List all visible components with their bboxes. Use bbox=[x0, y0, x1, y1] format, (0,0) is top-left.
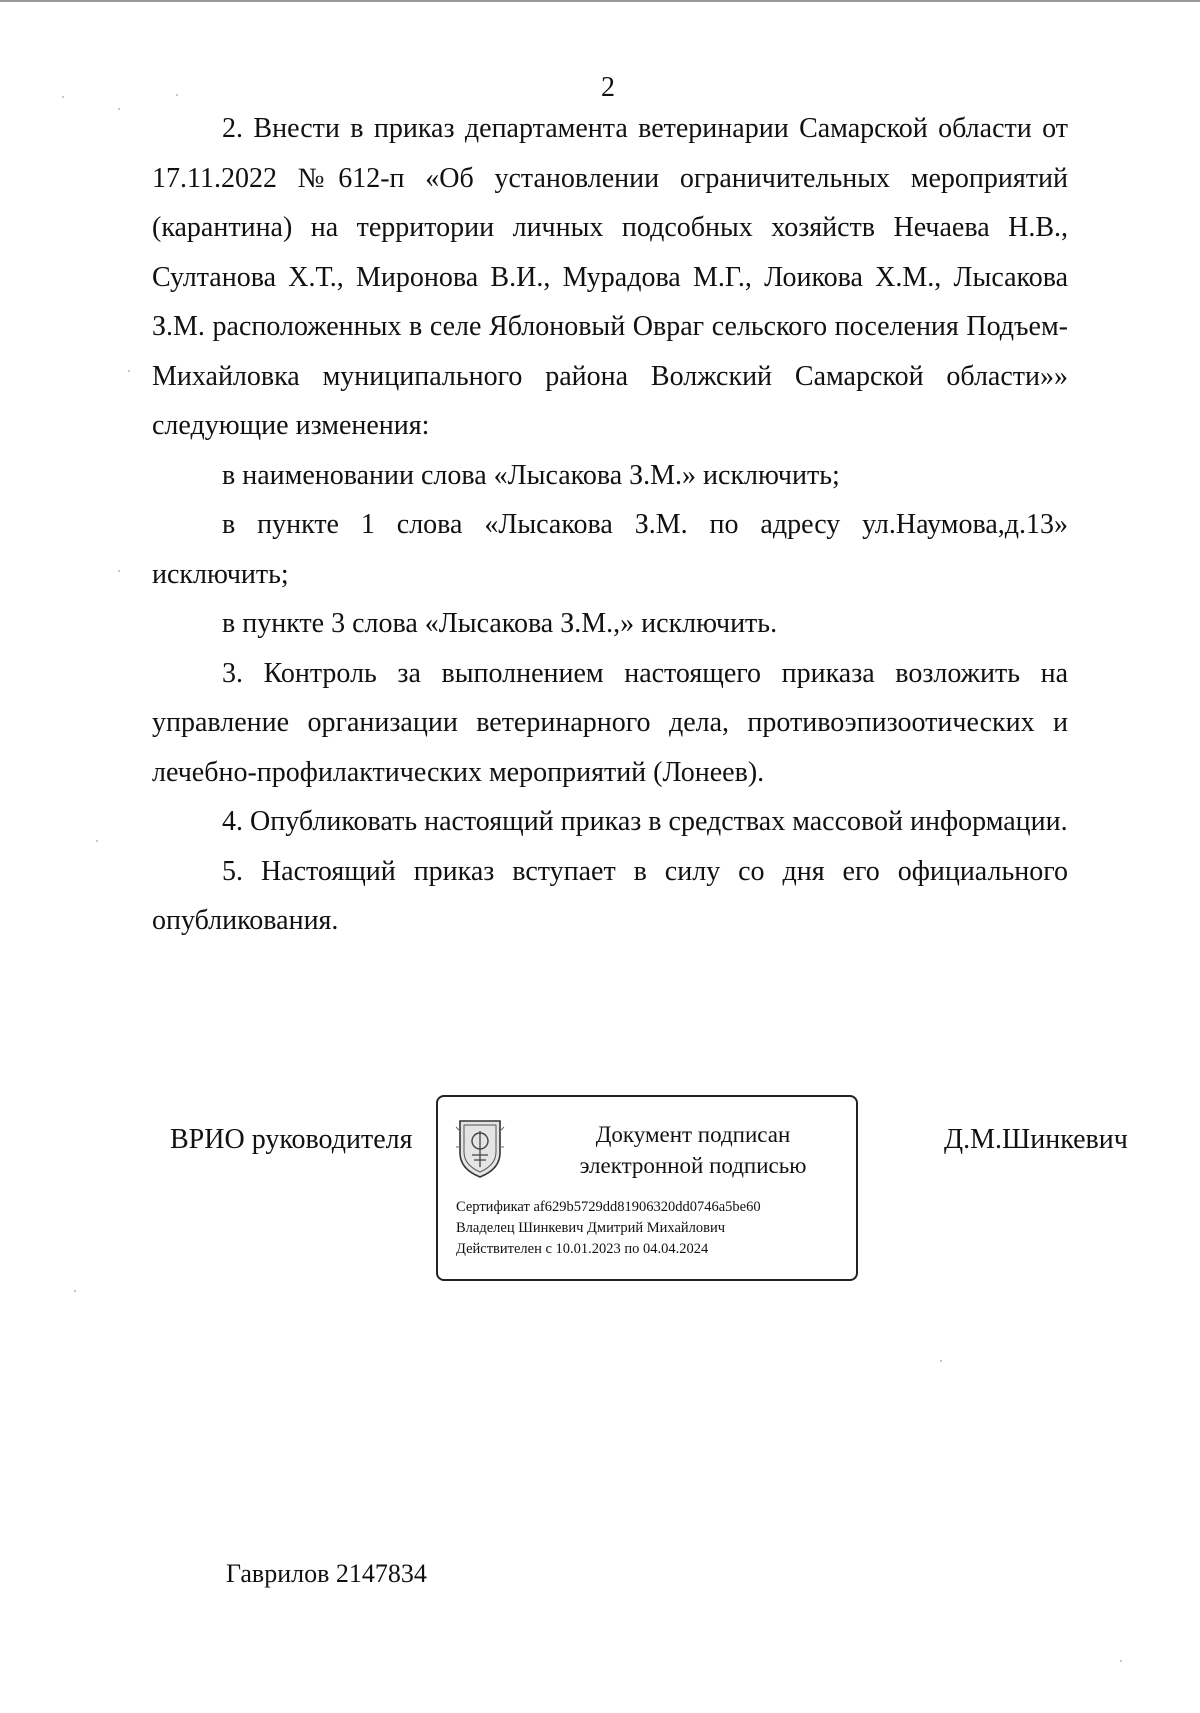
scan-speck bbox=[118, 570, 120, 572]
scan-speck bbox=[176, 94, 178, 96]
paragraph-change-point-1: в пункте 1 слова «Лысакова З.М. по адресу ул.Наумова,д.13» исключить; bbox=[152, 509, 1068, 590]
scan-speck bbox=[118, 108, 120, 110]
stamp-heading bbox=[548, 1119, 838, 1181]
stamp-details bbox=[456, 1197, 761, 1260]
paragraph-item-2: 2. Внести в приказ департамента ветеринарии Самарской области от 17.11.2022 №612-п «Об установлении ограничительных мероприятий (карантина) на территории личных подсобных хозяйств Нечаева Н.В., Султанова Х.Т., Миронова В.И., Мурадова М.Г., Лоикова Х.М., Лысакова З.М. расположенных в селе Яблоновый Овраг сельского поселения Подъем-Михайловка муниципального района Волжский Самарской области»» следующие изменения: bbox=[152, 113, 1068, 441]
electronic-signature-stamp bbox=[436, 1095, 858, 1281]
scan-speck bbox=[1120, 1660, 1122, 1662]
paragraph-change-title: в наименовании слова «Лысакова З.М.» исключить; bbox=[222, 459, 840, 491]
document-body bbox=[152, 104, 1068, 946]
scan-speck bbox=[128, 370, 130, 372]
scan-speck bbox=[940, 1360, 942, 1362]
performer-contact: Гаврилов 2147834 bbox=[226, 1559, 427, 1588]
signer-position: ВРИО руководителя bbox=[170, 1124, 413, 1155]
certificate-number: Сертификат af629b5729dd81906320dd0746a5be60 bbox=[456, 1199, 761, 1215]
stamp-heading-line-2: электронной подписью bbox=[579, 1153, 807, 1178]
signer-name: Д.М.Шинкевич bbox=[944, 1124, 1128, 1155]
page-top-border bbox=[0, 0, 1200, 2]
page-number: 2 bbox=[601, 72, 615, 103]
certificate-validity: Действителен с 10.01.2023 по 04.04.2024 bbox=[456, 1241, 709, 1257]
scan-speck bbox=[96, 840, 98, 842]
certificate-owner: Владелец Шинкевич Дмитрий Михайлович bbox=[456, 1220, 726, 1236]
coat-of-arms-icon bbox=[454, 1117, 506, 1179]
paragraph-item-4: 4. Опубликовать настоящий приказ в средствах массовой информации. bbox=[222, 806, 1068, 837]
paragraph-item-3: 3. Контроль за выполнением настоящего приказа возложить на управление организации ветеринарного дела, противоэпизоотических и лечебно-профилактических мероприятий (Лонеев). bbox=[152, 657, 1068, 788]
paragraph-item-5: 5. Настоящий приказ вступает в силу со дня его официального опубликования. bbox=[152, 855, 1068, 936]
scan-speck bbox=[62, 96, 64, 98]
signature-block bbox=[0, 1095, 1200, 1285]
paragraph-change-point-3: в пункте 3 слова «Лысакова З.М.,» исключить. bbox=[222, 608, 778, 639]
stamp-heading-line-1: Документ подписан bbox=[595, 1122, 791, 1147]
scan-speck bbox=[74, 1290, 76, 1292]
